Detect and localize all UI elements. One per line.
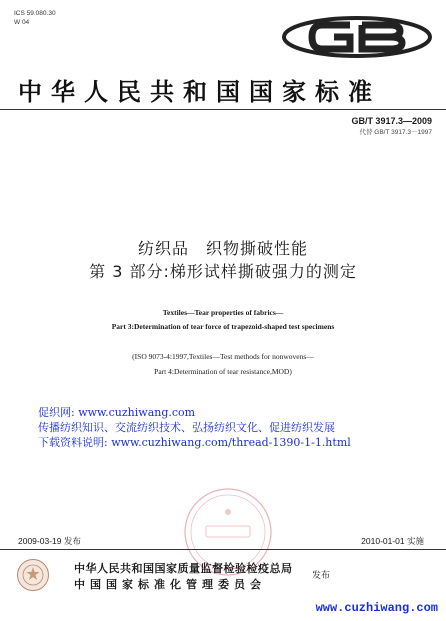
promo-download-text[interactable]: 下载资料说明: www.cuzhiwang.com/thread-1390-1-1.html	[38, 436, 351, 449]
promo-download-link[interactable]	[38, 434, 351, 450]
title-chinese-line2: 第 3 部分:梯形试样撕破强力的测定	[89, 262, 357, 281]
classification-codes	[14, 9, 56, 27]
replaces-note: 代替 GB/T 3917.3－1997	[359, 129, 432, 136]
promo-slogan: 传播纺织知识、交流纺织技术、弘扬纺织文化、促进纺织发展	[38, 421, 335, 434]
title-chinese-line1: 纺织品 织物撕破性能	[137, 239, 308, 258]
national-emblem-icon	[16, 558, 50, 592]
publisher-line2: 中国国家标准化管理委员会	[74, 578, 266, 591]
promo-site-text[interactable]: 促织网: www.cuzhiwang.com	[38, 406, 196, 419]
iso-reference-line2: Part 4:Determination of tear resistance,MOD)	[154, 367, 292, 376]
standard-number: GB/T 3917.3—2009	[351, 116, 432, 126]
issue-date: 2009-03-19 发布	[18, 536, 81, 546]
publish-label: 发布	[312, 571, 331, 581]
ccs-code: W 04	[14, 19, 30, 26]
title-english-line1: Textiles—Tear properties of fabrics—	[162, 308, 284, 317]
gb-logo	[282, 16, 432, 58]
title-english-line2: Part 3:Determination of tear force of trapezoid-shaped test specimens	[111, 322, 335, 331]
header-divider	[0, 109, 446, 110]
promo-site-link[interactable]	[38, 404, 195, 420]
national-standard-heading: 中华人民共和国国家标准	[18, 77, 381, 106]
footer-divider	[0, 549, 446, 550]
implementation-date: 2010-01-01 实施	[361, 536, 424, 546]
publisher-line1: 中华人民共和国国家质量监督检验检疫总局	[74, 562, 293, 575]
iso-reference-line1: (ISO 9073-4:1997,Textiles—Test methods for nonwovens—	[132, 352, 314, 361]
ics-code: ICS 59.080.30	[14, 10, 56, 17]
footer-site-link[interactable]: www.cuzhiwang.com	[315, 601, 438, 615]
